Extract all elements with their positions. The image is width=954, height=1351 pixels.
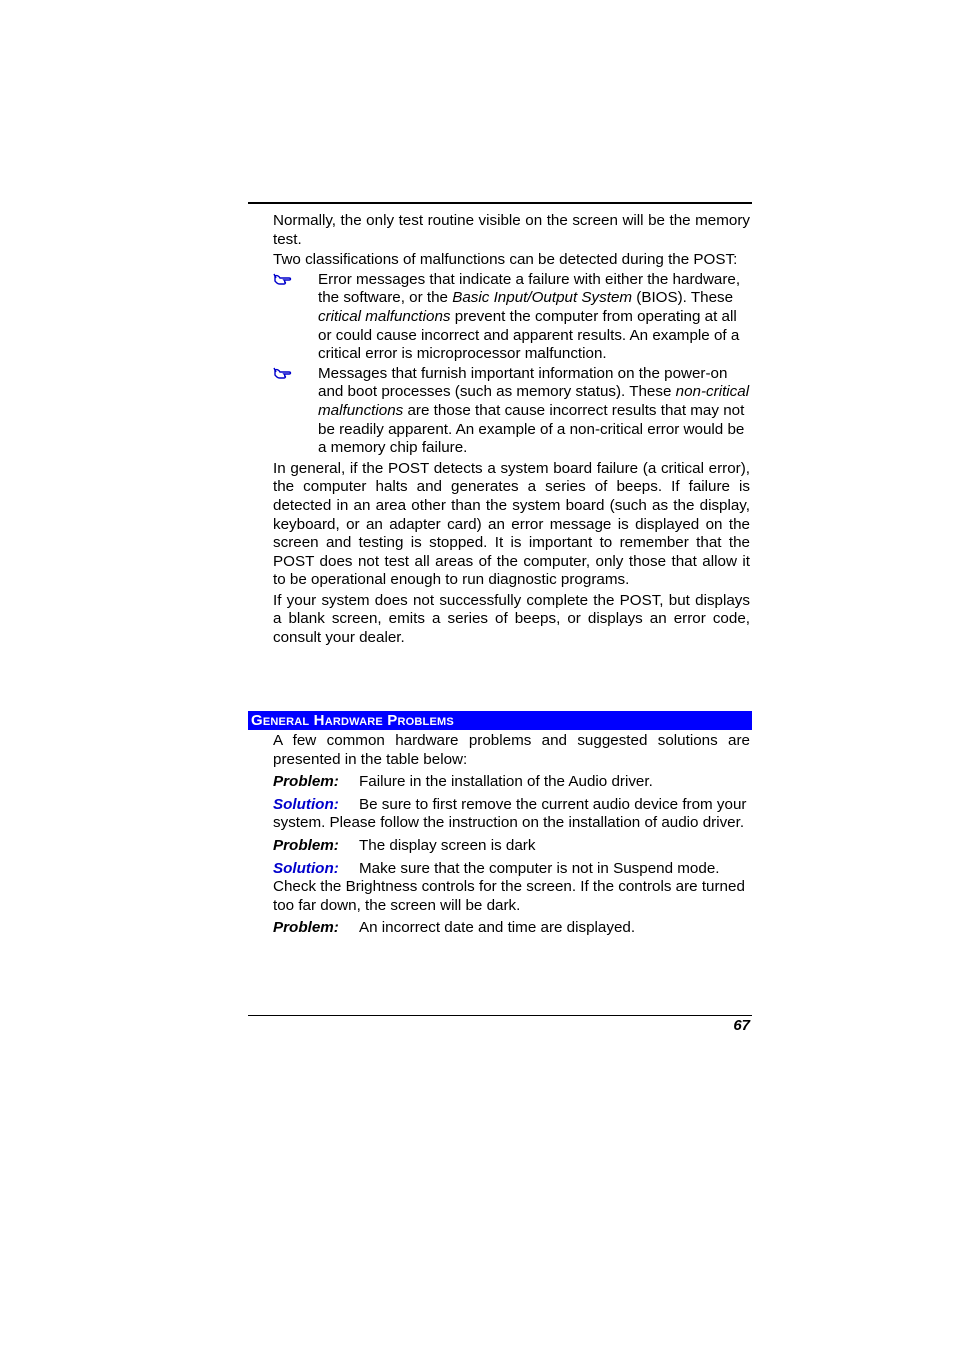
section-heading <box>248 711 752 730</box>
top-rule <box>248 202 752 204</box>
problem-row: Problem: Failure in the installation of the Audio driver. <box>273 773 653 791</box>
problems-section <box>273 732 750 938</box>
paragraph-memory-test: Normally, the only test routine visible on the screen will be the memory test. <box>273 212 750 248</box>
list-item: Messages that furnish important information on the power-on and boot processes (such as memory status). These non-critical malfunctions are those that cause incorrect results that may not be readily apparent. An example of a non-critical error would be a memory chip failure. <box>273 365 750 458</box>
solution-row: Solution: Be sure to first remove the current audio device from your system. Please follow the instruction on the installation of audio driver. <box>273 795 747 832</box>
problem-label: Problem: <box>273 919 339 937</box>
page-number: 67 <box>733 1017 750 1034</box>
malfunction-list <box>273 271 750 458</box>
section-heading-text: General Hardware Problems <box>251 712 454 729</box>
paragraph-post-failure: In general, if the POST detects a system board failure (a critical error), the computer halts and generates a series of beeps. If failure is detected in an area other than the system board (such as the display, keyboard, or an adapter card) an error message is displayed on the screen and testing is stopped. It is important to remember that the POST does not test all areas of the computer, only those that allow it to be operational enough to run diagnostic programs. <box>273 459 750 589</box>
solution-row: Solution: Make sure that the computer is not in Suspend mode. Check the Brightness controls for the screen. If the controls are turned too far down, the screen will be dark. <box>273 859 745 914</box>
paragraph-classifications: Two classifications of malfunctions can be detected during the POST: <box>273 251 738 269</box>
footer-rule <box>248 1015 752 1016</box>
pointing-hand-icon <box>273 366 293 382</box>
section-intro: A few common hardware problems and suggested solutions are presented in the table below: <box>273 732 750 768</box>
problem-label: Problem: <box>273 773 339 791</box>
paragraph-consult-dealer: If your system does not successfully complete the POST, but displays a blank screen, emits a series of beeps, or displays an error code, consult your dealer. <box>273 591 750 647</box>
main-text <box>273 212 750 648</box>
problem-row: Problem: An incorrect date and time are displayed. <box>273 919 636 937</box>
list-item: Error messages that indicate a failure with either the hardware, the software, or the Basic Input/Output System (BIOS). These critical malfunctions prevent the computer from operating at all or could cause incorrect and apparent results. An example of a critical error is microprocessor malfunction. <box>273 271 750 364</box>
solution-label: Solution: <box>273 859 339 877</box>
problem-label: Problem: <box>273 836 339 854</box>
pointing-hand-icon <box>273 272 293 288</box>
problem-row: Problem: The display screen is dark <box>273 836 536 854</box>
solution-label: Solution: <box>273 795 339 813</box>
